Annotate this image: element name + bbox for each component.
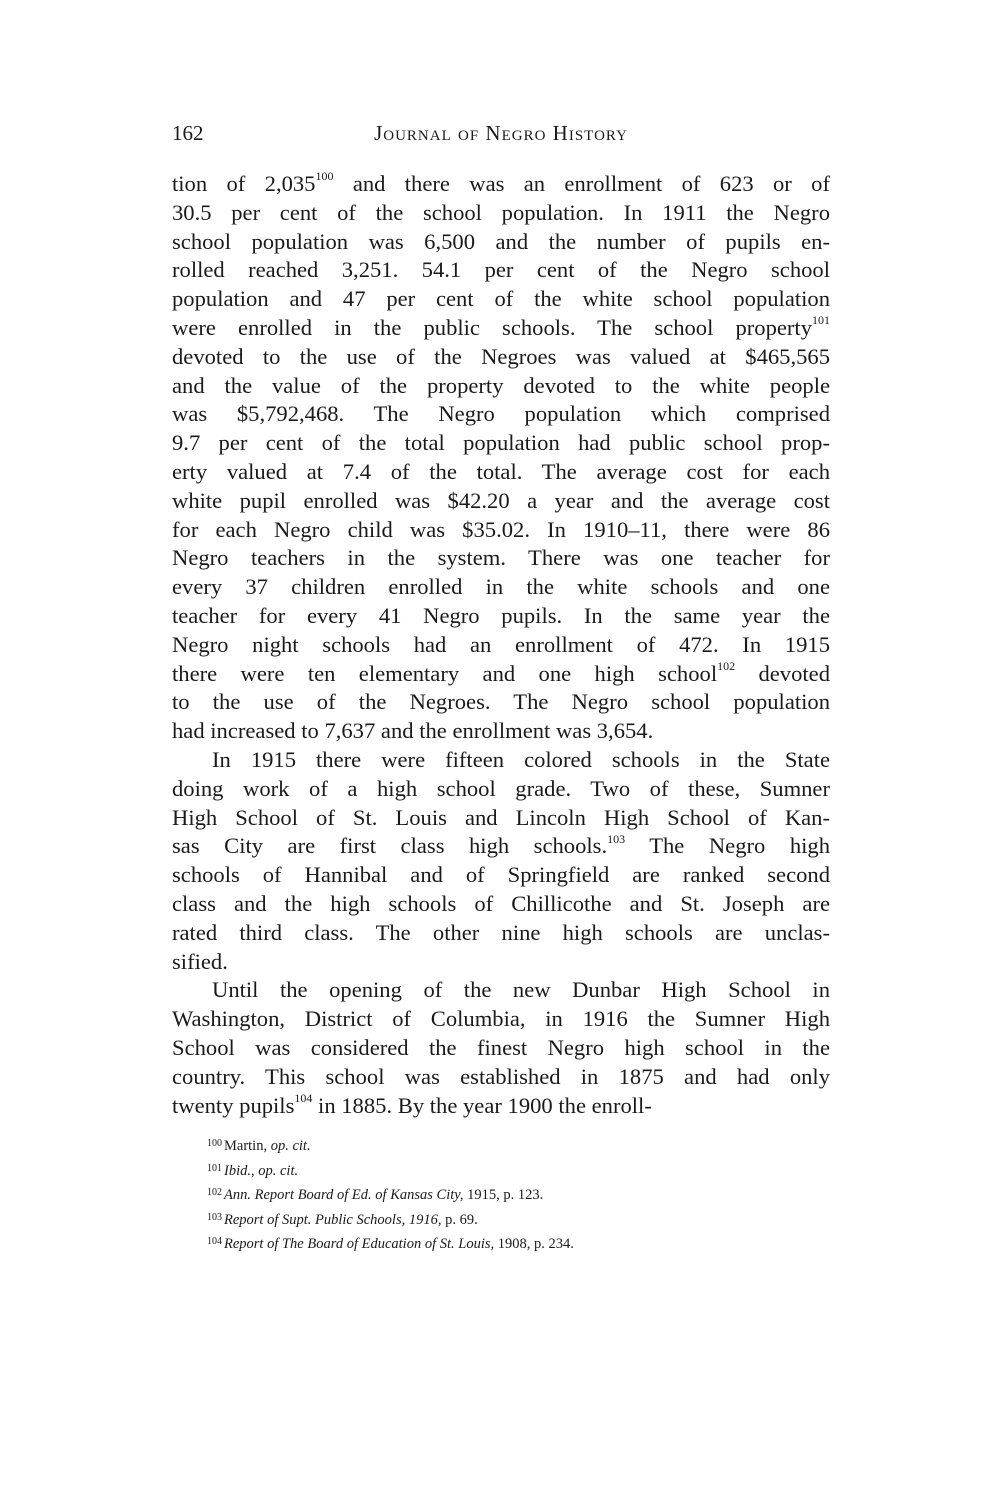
paragraph xyxy=(172,170,830,746)
footnote-citation-abbrev: op. cit. xyxy=(270,1138,311,1154)
page-header xyxy=(172,121,830,151)
text-line xyxy=(172,976,830,1005)
line-text: Negro teachers in the system. There was one teacher for xyxy=(172,545,830,571)
text-line xyxy=(172,919,830,948)
line-text: Washington, District of Columbia, in 1916 the Sumner High xyxy=(172,1006,830,1032)
text-line xyxy=(172,458,830,487)
line-text: School was considered the finest Negro high school in the xyxy=(172,1034,830,1060)
line-text: tion of 2,035 xyxy=(172,171,316,196)
footnote-citation-title: Report of The Board of Education of St. Louis, xyxy=(224,1236,495,1252)
line-text: white pupil enrolled was $42.20 a year and the average cost xyxy=(172,487,830,513)
line-text: teacher for every 41 Negro pupils. In the same year the xyxy=(172,602,830,628)
line-text: rolled reached 3,251. 54.1 per cent of the Negro school xyxy=(172,257,830,283)
footnote-number: 100 xyxy=(207,1138,222,1149)
text-line xyxy=(172,948,830,977)
page-number: 162 xyxy=(172,121,204,145)
line-text: erty valued at 7.4 of the total. The average cost for each xyxy=(172,458,830,484)
paragraph xyxy=(172,976,830,1120)
line-text: for each Negro child was $35.02. In 1910–11, there were 86 xyxy=(172,516,830,542)
footnote-number: 104 xyxy=(207,1236,222,1247)
text-line xyxy=(172,573,830,602)
line-text: and there was an enrollment of 623 or of xyxy=(333,171,830,196)
text-line xyxy=(172,775,830,804)
text-line xyxy=(172,746,830,775)
text-line xyxy=(172,516,830,545)
line-text: rated third class. The other nine high schools are unclas- xyxy=(172,919,830,945)
footnote-text: p. 69. xyxy=(441,1211,478,1228)
footnote-ref[interactable]: 104 xyxy=(294,1090,313,1105)
text-line xyxy=(172,602,830,631)
text-line xyxy=(172,199,830,228)
text-line xyxy=(172,228,830,257)
line-text: 30.5 per cent of the school population. In 1911 the Negro xyxy=(172,199,830,225)
footnote xyxy=(207,1159,807,1184)
line-text: twenty pupils xyxy=(172,1092,295,1118)
text-line xyxy=(172,688,830,717)
text-line xyxy=(172,804,830,833)
footnote-number: 102 xyxy=(207,1187,222,1198)
footnote-citation-title: Ibid., op. cit. xyxy=(224,1162,299,1179)
line-text: in 1885. By the year 1900 the enroll- xyxy=(312,1092,652,1118)
footnote-text: 1908, p. 234. xyxy=(494,1236,574,1252)
text-line xyxy=(172,1092,830,1121)
line-text: sified. xyxy=(172,948,228,974)
running-title: Journal of Negro History xyxy=(374,121,628,145)
paragraph xyxy=(172,746,830,976)
text-line xyxy=(172,890,830,919)
text-line xyxy=(172,372,830,401)
text-line xyxy=(172,256,830,285)
line-text: class and the high schools of Chillicothe and St. Joseph are xyxy=(172,890,830,916)
text-line xyxy=(172,832,830,861)
text-line xyxy=(172,400,830,429)
text-line xyxy=(172,544,830,573)
line-text: school population was 6,500 and the number of pupils en- xyxy=(172,228,830,254)
text-line xyxy=(172,487,830,516)
footnote-ref[interactable]: 103 xyxy=(607,831,626,846)
footnote-ref[interactable]: 102 xyxy=(717,659,736,674)
line-text: were enrolled in the public schools. The school property xyxy=(172,314,812,340)
text-line xyxy=(172,1063,830,1092)
text-line xyxy=(172,1034,830,1063)
text-line xyxy=(172,170,830,199)
footnote-citation-title: Report of Supt. Public Schools, 1916, xyxy=(224,1211,442,1228)
line-text: country. This school was established in 1875 and had only xyxy=(172,1063,830,1089)
footnote xyxy=(207,1232,807,1257)
line-text: In 1915 there were fifteen colored schools in the State xyxy=(212,746,830,772)
line-text: devoted xyxy=(735,660,830,686)
footnote xyxy=(207,1208,807,1233)
line-text: there were ten elementary and one high school xyxy=(172,660,718,686)
line-text: had increased to 7,637 and the enrollment was 3,654. xyxy=(172,718,654,744)
footnote-ref[interactable]: 101 xyxy=(812,313,830,328)
line-text: was $5,792,468. The Negro population which comprised xyxy=(172,401,830,427)
text-line xyxy=(172,314,830,343)
text-line xyxy=(172,429,830,458)
body-text xyxy=(172,170,830,1120)
line-text: Until the opening of the new Dunbar High School in xyxy=(212,977,830,1003)
line-text: doing work of a high school grade. Two of these, Sumner xyxy=(172,775,830,801)
line-text: sas City are first class high schools. xyxy=(172,833,608,859)
footnote-text: 1915, p. 123. xyxy=(463,1187,544,1203)
footnote-ref[interactable]: 100 xyxy=(315,169,334,184)
footnote xyxy=(207,1134,807,1159)
text-line xyxy=(172,861,830,890)
line-text: The Negro high xyxy=(625,833,830,859)
footnote xyxy=(207,1183,807,1208)
footnote-text: Martin, xyxy=(224,1138,271,1154)
line-text: and the value of the property devoted to the white people xyxy=(172,372,830,398)
line-text: every 37 children enrolled in the white schools and one xyxy=(172,574,830,600)
text-line xyxy=(172,285,830,314)
line-text: schools of Hannibal and of Springfield are ranked second xyxy=(172,862,830,888)
footnotes xyxy=(207,1134,807,1257)
line-text: devoted to the use of the Negroes was valued at $465,565 xyxy=(172,343,830,369)
footnote-citation-title: Ann. Report Board of Ed. of Kansas City, xyxy=(224,1187,464,1203)
line-text: population and 47 per cent of the white school population xyxy=(172,286,830,312)
line-text: 9.7 per cent of the total population had public school prop- xyxy=(172,430,830,456)
text-line xyxy=(172,631,830,660)
line-text: High School of St. Louis and Lincoln High School of Kan- xyxy=(172,804,830,830)
text-line xyxy=(172,660,830,689)
line-text: Negro night schools had an enrollment of 472. In 1915 xyxy=(172,631,830,657)
line-text: to the use of the Negroes. The Negro school population xyxy=(172,689,830,715)
text-line xyxy=(172,343,830,372)
text-line xyxy=(172,717,830,746)
text-line xyxy=(172,1005,830,1034)
footnote-number: 101 xyxy=(207,1162,222,1174)
footnote-number: 103 xyxy=(207,1211,222,1223)
